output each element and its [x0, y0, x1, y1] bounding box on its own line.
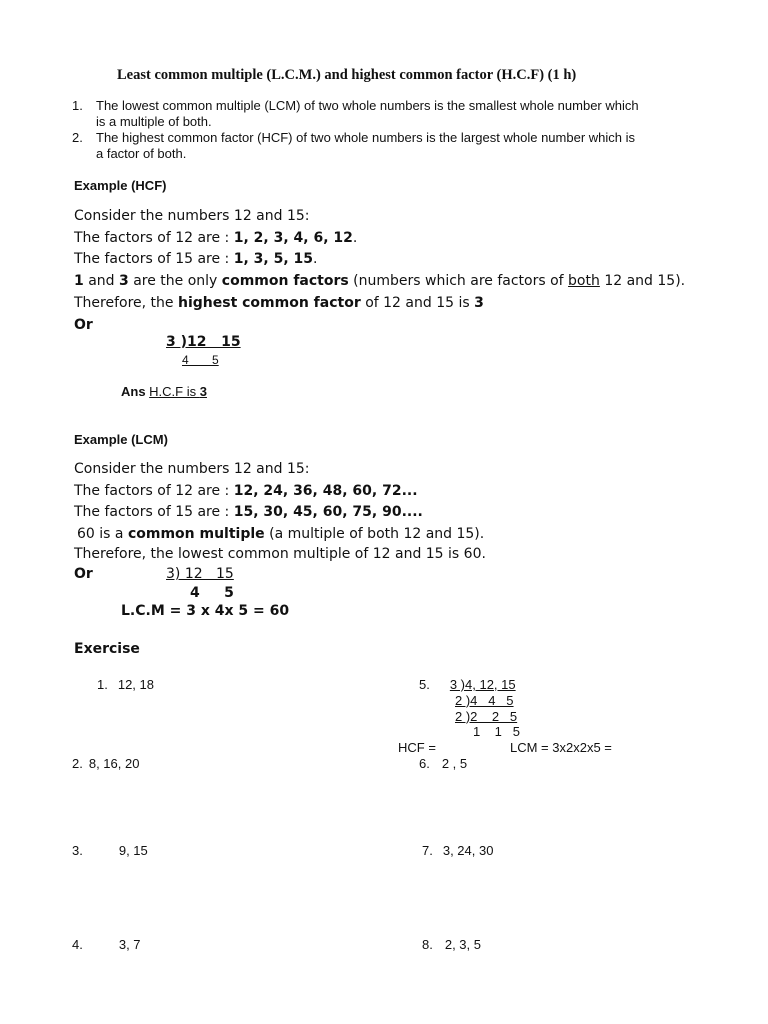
lcm-factors-12-prefix: The factors of 12 are : — [74, 483, 234, 499]
common-text: (numbers which are factors of — [348, 273, 569, 289]
lcm-factors-15-prefix: The factors of 15 are : — [74, 504, 234, 520]
ans-text: H.C.F is — [149, 384, 200, 399]
q5-line2-text: 2 )4 4 5 — [455, 693, 514, 708]
common-b: 3 — [119, 273, 129, 289]
q5-line4-text: 1 1 5 — [473, 724, 520, 739]
definition-number: 1. — [72, 98, 83, 113]
exercise-text: 8, 16, 20 — [88, 756, 140, 771]
definition-2 — [72, 130, 83, 146]
lcm-factors-12-values: 12, 24, 36, 48, 60, 72... — [233, 483, 418, 499]
hcf-factors-12-values: 1, 2, 3, 4, 6, 12 — [233, 230, 353, 246]
definition-1-line1: The lowest common multiple (LCM) of two whole numbers is the smallest whole number which — [96, 98, 639, 113]
exercise-item-5 — [419, 677, 516, 692]
hcf-factors-15-values: 1, 3, 5, 15 — [233, 251, 314, 267]
hcf-heading: Example (HCF) — [74, 178, 167, 193]
lcm-division-line2 — [190, 585, 234, 601]
exercise-item-8 — [422, 937, 481, 952]
hcf-division-line2-text: 4 5 — [182, 353, 219, 367]
lcm-therefore: Therefore, the lowest common multiple of 12 and 15 is 60. — [74, 546, 486, 562]
page-title: Least common multiple (L.C.M.) and highest common factor (H.C.F) (1 h) — [117, 67, 577, 83]
exercise-number: 3. — [72, 843, 83, 858]
hcf-factors-12-prefix: The factors of 12 are : — [74, 230, 234, 246]
lcm-factors-12 — [74, 483, 418, 499]
hcf-consider: Consider the numbers 12 and 15: — [74, 208, 310, 224]
lcm-result: L.C.M = 3 x 4x 5 = 60 — [121, 603, 290, 619]
exercise-text: 3 )4, 12, 15 — [449, 677, 516, 692]
q5-division-line2 — [455, 693, 514, 708]
hcf-answer — [121, 384, 207, 399]
hcf-division-line1 — [166, 334, 241, 350]
definition-1 — [72, 98, 83, 114]
definition-2-line1: The highest common factor (HCF) of two whole numbers is the largest whole number which is — [96, 130, 635, 145]
q5-lcm-label: LCM = 3x2x2x5 = — [510, 740, 612, 755]
lcm-factors-15-values: 15, 30, 45, 60, 75, 90.... — [233, 504, 423, 520]
hcf-division-line1-text: 3 )12 15 — [166, 334, 241, 350]
exercise-item-6 — [419, 756, 467, 771]
definition-number: 2. — [72, 130, 83, 145]
exercise-item-4 — [72, 937, 141, 952]
q5-division-line3 — [455, 709, 517, 724]
hcf-factors-12 — [74, 230, 357, 246]
definition-1-line2: is a multiple of both. — [96, 114, 212, 129]
exercise-item-3 — [72, 843, 148, 858]
exercise-number: 1. — [97, 677, 108, 692]
exercise-number: 7. — [422, 843, 433, 858]
exercise-number: 8. — [422, 937, 433, 952]
exercise-item-7 — [422, 843, 493, 858]
hcf-factors-15 — [74, 251, 317, 267]
hcf-factors-15-suffix: . — [313, 251, 318, 267]
hcf-division-line2 — [182, 353, 219, 367]
lcm-consider: Consider the numbers 12 and 15: — [74, 461, 310, 477]
common-and: and — [83, 273, 119, 289]
lcm-common-num: 60 — [77, 526, 95, 542]
lcm-division-line1 — [166, 566, 234, 582]
lcm-heading: Example (LCM) — [74, 432, 168, 447]
lcm-or: Or — [74, 566, 93, 582]
exercise-text: 9, 15 — [118, 843, 148, 858]
therefore-bold: highest common factor — [177, 295, 361, 311]
definition-2-line2: a factor of both. — [96, 146, 187, 161]
exercise-text: 2, 3, 5 — [444, 937, 481, 952]
therefore-value: 3 — [474, 295, 484, 311]
exercise-number: 5. — [419, 677, 430, 692]
lcm-factors-15 — [74, 504, 423, 520]
hcf-or: Or — [74, 317, 93, 333]
q5-hcf-label: HCF = — [398, 740, 436, 755]
exercise-number: 4. — [72, 937, 83, 952]
therefore-prefix: Therefore, the — [74, 295, 178, 311]
lcm-common-multiple — [77, 526, 484, 542]
hcf-factors-15-prefix: The factors of 15 are : — [74, 251, 234, 267]
common-mid: are the only — [128, 273, 222, 289]
exercise-item-1 — [97, 677, 154, 692]
ans-value: 3 — [199, 384, 207, 399]
exercise-text: 12, 18 — [117, 677, 154, 692]
lcm-common-end: (a multiple of both 12 and 15). — [264, 526, 485, 542]
common-end: 12 and 15). — [599, 273, 686, 289]
exercise-text: 3, 24, 30 — [442, 843, 494, 858]
ans-label: Ans — [121, 384, 150, 399]
exercise-item-2 — [72, 756, 139, 771]
exercise-text: 2 , 5 — [441, 756, 468, 771]
hcf-common-factors — [74, 273, 685, 289]
lcm-division-line2-text: 4 5 — [190, 585, 234, 601]
common-a: 1 — [74, 273, 84, 289]
lcm-common-mid: is a — [94, 526, 128, 542]
exercise-number: 6. — [419, 756, 430, 771]
exercise-number: 2. — [72, 756, 83, 771]
hcf-factors-12-suffix: . — [352, 230, 358, 246]
exercise-text: 3, 7 — [118, 937, 141, 952]
therefore-mid: of 12 and 15 is — [360, 295, 475, 311]
common-both: both — [568, 273, 600, 289]
lcm-division-line1-text: 3) 12 15 — [166, 566, 234, 582]
q5-division-line4 — [473, 724, 520, 739]
common-bold: common factors — [221, 273, 349, 289]
q5-line3-text: 2 )2 2 5 — [455, 709, 518, 724]
hcf-therefore — [74, 295, 484, 311]
lcm-common-bold: common multiple — [127, 526, 265, 542]
exercise-heading: Exercise — [74, 641, 140, 657]
